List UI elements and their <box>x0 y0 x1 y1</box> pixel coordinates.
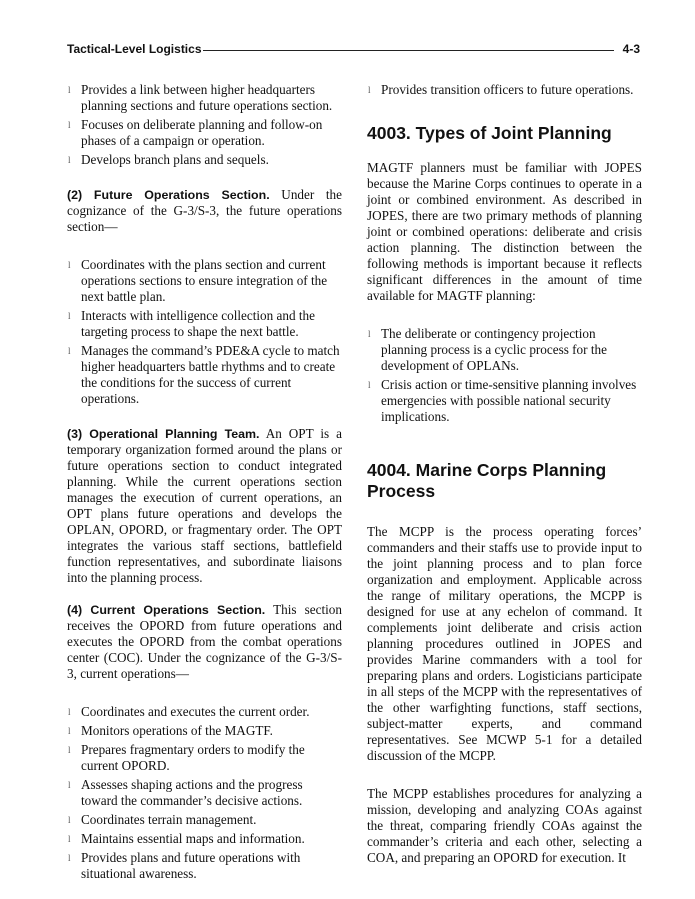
section-heading-4003: 4003. Types of Joint Planning <box>367 123 612 143</box>
list-item: l Provides a link between higher headquarters planning sections and future operations section. <box>68 82 333 113</box>
opt-runin: (3) Operational Planning Team. <box>67 427 260 441</box>
bullet-list-current-operations <box>67 704 342 882</box>
list-item: l Monitors operations of the MAGTF. <box>68 723 273 738</box>
current-operations-runin: (4) Current Operations Section. <box>67 603 266 617</box>
list-item: l Develops branch plans and sequels. <box>68 152 269 167</box>
joint-planning-paragraph: MAGTF planners must be familiar with JOPES because the Marine Corps continues to operate in a joint or combined environment. As described in JOPES, there are two primary methods of planning joint or combined operations: deliberate and crisis action planning. The distinction between the following methods is important because it reflects significant differences in the amount of time available for MAGTF planning: <box>367 160 642 303</box>
mcpp-paragraph-1: The MCPP is the process operating forces’ commanders and their staffs use to provide input to the joint planning process and to plan force organization and employment. Applicable across the range of military operations, the MCPP is designed for use at any echelon of command. It complements joint deliberate and crisis action planning procedures outlined in JOPES and provides Marine commanders with a tool for preparing plans and orders. Logisticians participate in all steps of the MCPP with the representatives of the other warfighting functions, staff sections, subject-matter experts, and command representatives. See MCWP 5-1 for a detailed discussion of the MCPP. <box>367 524 642 763</box>
running-head-rule <box>203 50 614 51</box>
running-head-title: Tactical-Level Logistics <box>67 42 202 56</box>
list-item: l Provides transition officers to future operations. <box>368 82 634 97</box>
list-item: l Coordinates terrain management. <box>68 812 257 827</box>
list-item: l Prepares fragmentary orders to modify the current OPORD. <box>68 742 305 773</box>
operational-planning-team-paragraph: (3) Operational Planning Team. An OPT is a temporary organization formed around the plans or future operations section to conduct integrated planning. While the current operations section manages the execution of current operations, an OPT plans future operations and develops the OPLAN, OPORD, or fragmentary order. The OPT integrates the various staff sections, battlefield function representatives, and subordinate liaisons into the planning process. <box>67 426 342 585</box>
bullet-icon: l <box>68 726 71 736</box>
right-column <box>367 82 642 866</box>
bullet-icon: l <box>68 815 71 825</box>
running-head <box>67 39 640 61</box>
list-item: l Crisis action or time-sensitive planning involves emergencies with possible national security implications. <box>368 377 637 424</box>
bullet-list-future-operations <box>67 257 342 407</box>
bullet-icon: l <box>368 329 371 339</box>
bullet-icon: l <box>68 745 71 755</box>
list-item: l Provides plans and future operations with situational awareness. <box>68 850 301 881</box>
list-item: l The deliberate or contingency projection planning process is a cyclic process for the development of OPLANs. <box>368 326 607 373</box>
list-item: l Coordinates with the plans section and current operations sections to ensure integration of the next battle plan. <box>68 257 328 304</box>
bullet-icon: l <box>68 834 71 844</box>
list-item: l Interacts with intelligence collection and the targeting process to shape the next battle. <box>68 308 315 339</box>
list-item: l Focuses on deliberate planning and follow-on phases of a campaign or operation. <box>68 117 323 148</box>
list-item: l Coordinates and executes the current order. <box>68 704 310 719</box>
list-item: l Assesses shaping actions and the progress toward the commander’s decisive actions. <box>68 777 303 808</box>
bullet-icon: l <box>68 346 71 356</box>
current-operations-paragraph: (4) Current Operations Section. This section receives the OPORD from future operations and executes the OPORD from the combat operations center (COC). Under the cognizance of the G-3/S-3, current operations— <box>67 602 342 681</box>
bullet-icon: l <box>68 780 71 790</box>
bullet-icon: l <box>68 853 71 863</box>
list-item: l Maintains essential maps and information. <box>68 831 305 846</box>
bullet-list-top-right <box>367 82 642 98</box>
page-number: 4-3 <box>622 42 640 56</box>
list-item: l Manages the command’s PDE&A cycle to match higher headquarters battle rhythms and to create the conditions for the success of current operations. <box>68 343 340 406</box>
future-operations-paragraph: (2) Future Operations Section. Under the cognizance of the G-3/S-3, the future operations section— <box>67 187 342 234</box>
future-operations-runin: (2) Future Operations Section. <box>67 188 270 202</box>
bullet-list-top-left <box>67 82 342 168</box>
bullet-icon: l <box>368 380 371 390</box>
bullet-icon: l <box>68 120 71 130</box>
bullet-icon: l <box>68 311 71 321</box>
section-heading-4004: 4004. Marine Corps Planning Process <box>367 460 607 501</box>
bullet-icon: l <box>68 85 71 95</box>
bullet-icon: l <box>368 85 371 95</box>
bullet-icon: l <box>68 260 71 270</box>
bullet-icon: l <box>68 707 71 717</box>
left-column <box>67 82 342 885</box>
bullet-list-joint-planning <box>367 326 642 425</box>
bullet-icon: l <box>68 155 71 165</box>
mcpp-paragraph-2: The MCPP establishes procedures for analyzing a mission, developing and analyzing COAs against the threat, comparing friendly COAs against the commander’s criteria and each other, selecting a COA, and preparing an OPORD for execution. It <box>367 786 642 865</box>
